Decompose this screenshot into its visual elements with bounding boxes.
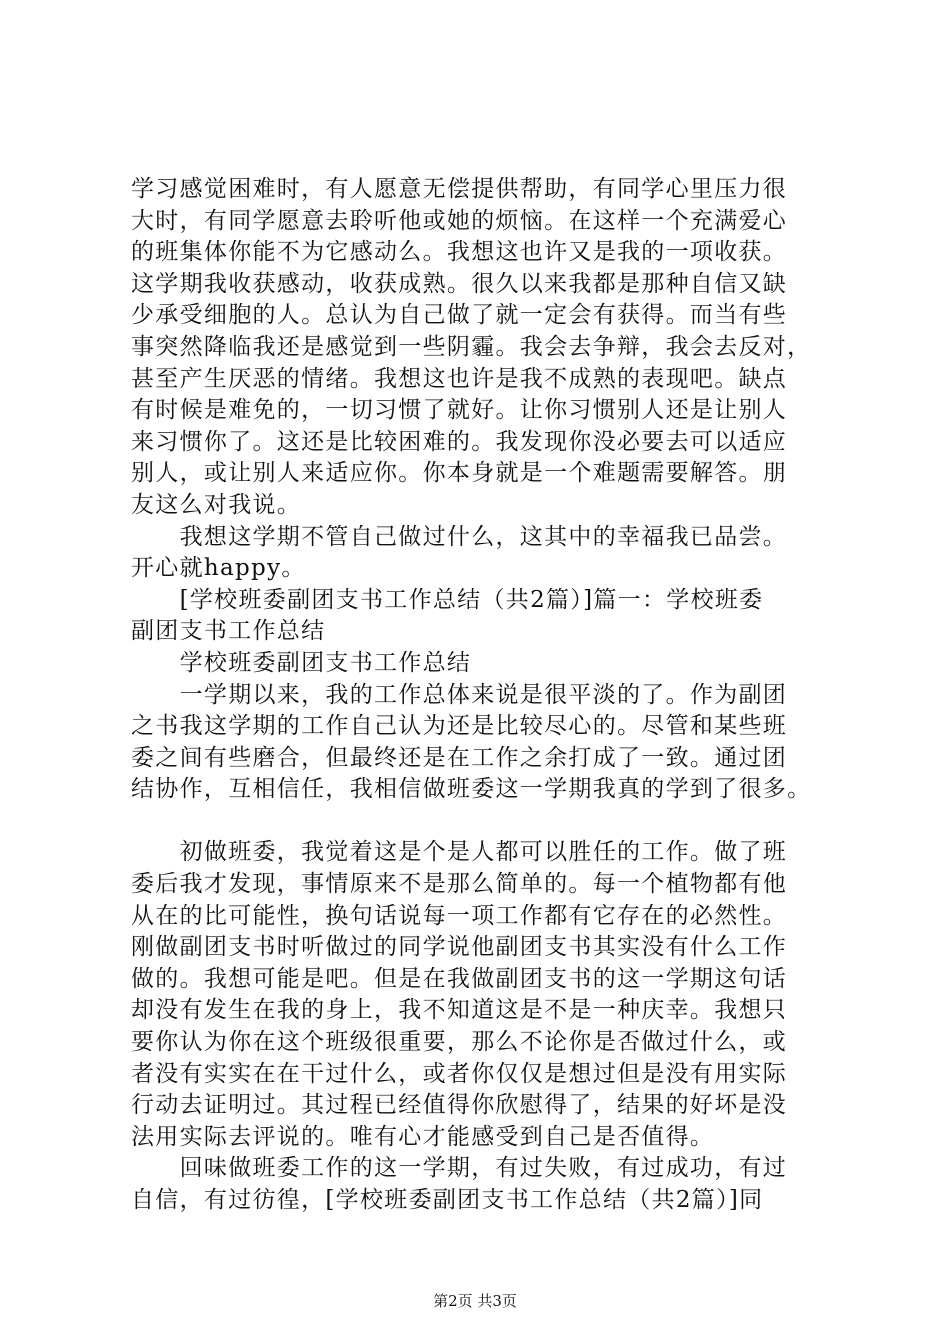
text-line: 却没有发生在我的身上，我不知道这是不是一种庆幸。我想只 [131, 997, 788, 1024]
text-line: 之书我这学期的工作自己认为还是比较尽心的。尽管和某些班 [131, 713, 788, 740]
text-line: 要你认为你在这个班级很重要，那么不论你是否做过什么，或 [131, 1029, 788, 1056]
text-line: 甚至产生厌恶的情绪。我想这也许是我不成熟的表现吧。缺点 [131, 365, 788, 392]
text-line [131, 806, 851, 838]
text-line: 我想这学期不管自己做过什么，这其中的幸福我已品尝。 [131, 523, 788, 550]
text-line: 委后我才发现，事情原来不是那么简单的。每一个植物都有他 [131, 871, 788, 898]
text-line: 少承受细胞的人。总认为自己做了就一定会有获得。而当有些 [131, 302, 788, 329]
text-line: 友这么对我说。 [131, 491, 302, 518]
text-line: 学校班委副团支书工作总结 [131, 649, 472, 676]
text-line: 结协作，互相信任，我相信做班委这一学期我真的学到了很多。 [131, 776, 812, 803]
text-line: 学习感觉困难时，有人愿意无偿提供帮助，有同学心里压力很 [131, 176, 788, 202]
text-line: 事突然降临我还是感觉到一些阴霾。我会去争辩，我会去反对， [131, 333, 812, 360]
text-line: 来习惯你了。这还是比较困难的。我发现你没必要去可以适应 [131, 428, 788, 455]
text-line: 初做班委，我觉着这是个是人都可以胜任的工作。做了班 [131, 839, 788, 866]
text-line: 别人，或让别人来适应你。你本身就是一个难题需要解答。朋 [131, 460, 788, 487]
page-footer: 第2页 共3页 [433, 1292, 517, 1310]
document-body [131, 174, 851, 1217]
text-line: [学校班委副团支书工作总结（共2篇）]篇一：学校班委 [131, 586, 764, 613]
text-line: 刚做副团支书时听做过的同学说他副团支书其实没有什么工作 [131, 934, 788, 961]
text-line: 的班集体你能不为它感动么。我想这也许又是我的一项收获。 [131, 239, 788, 266]
text-line: 副团支书工作总结 [131, 618, 326, 645]
text-line: 有时候是难免的，一切习惯了就好。让你习惯别人还是让别人 [131, 397, 788, 424]
text-line: 从在的比可能性，换句话说每一项工作都有它存在的必然性。 [131, 902, 788, 929]
text-line: 这学期我收获感动，收获成熟。很久以来我都是那种自信又缺 [131, 270, 788, 297]
text-line: 回味做班委工作的这一学期，有过失败，有过成功，有过 [131, 1155, 788, 1182]
text-line: 者没有实实在在干过什么，或者你仅仅是想过但是没有用实际 [131, 1060, 788, 1087]
text-line: 大时，有同学愿意去聆听他或她的烦恼。在这样一个充满爱心 [131, 207, 788, 234]
text-line: 自信，有过彷徨，[学校班委副团支书工作总结（共2篇）]同 [131, 1187, 764, 1213]
text-line: 行动去证明过。其过程已经值得你欣慰得了，结果的好坏是没 [131, 1092, 788, 1119]
text-line: 委之间有些磨合，但最终还是在工作之余打成了一致。通过团 [131, 744, 788, 771]
text-line: 做的。我想可能是吧。但是在我做副团支书的这一学期这句话 [131, 965, 788, 992]
text-line: 开心就happy。 [131, 555, 306, 582]
text-line: 一学期以来，我的工作总体来说是很平淡的了。作为副团 [131, 681, 788, 708]
text-line: 法用实际去评说的。唯有心才能感受到自己是否值得。 [131, 1123, 715, 1150]
